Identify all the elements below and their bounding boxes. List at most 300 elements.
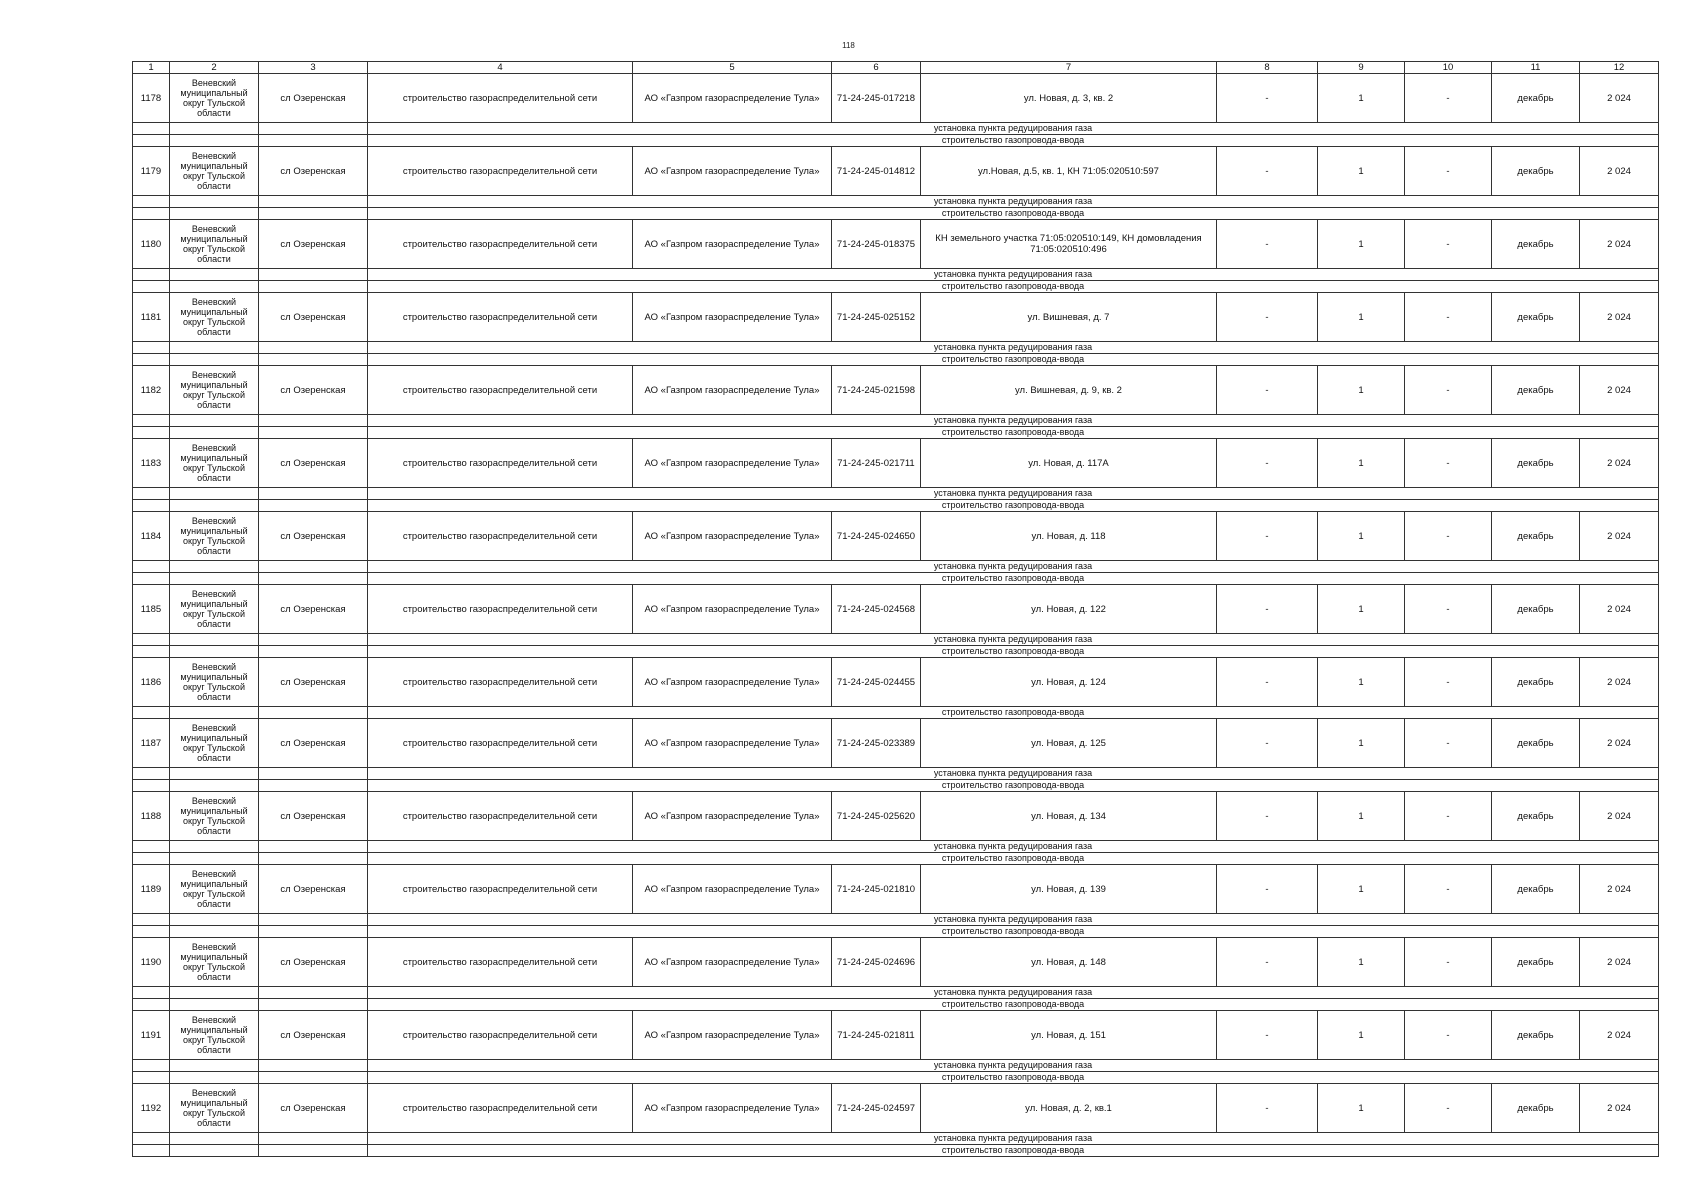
blank-cell (170, 269, 259, 281)
organization-cell: АО «Газпром газораспределение Тула» (633, 293, 832, 342)
sub-work-row (133, 1145, 1659, 1157)
year-cell: 2 024 (1580, 938, 1659, 987)
quantity-cell: 1 (1318, 366, 1405, 415)
sub-work-label: строительство газопровода-ввода (368, 135, 1659, 147)
settlement-cell: сл Озеренская (259, 366, 368, 415)
sub-work-label: установка пункта редуцирования газа (368, 415, 1659, 427)
blank-cell (133, 926, 170, 938)
record-number: 1186 (133, 658, 170, 707)
record-number: 1187 (133, 719, 170, 768)
application-code-cell: 71-24-245-024568 (832, 585, 921, 634)
organization-cell: АО «Газпром газораспределение Тула» (633, 74, 832, 123)
sub-work-label: строительство газопровода-ввода (368, 500, 1659, 512)
district-cell: Веневский муниципальный округ Тульской области (170, 938, 259, 987)
column-10-cell: - (1405, 719, 1492, 768)
district-cell: Веневский муниципальный округ Тульской области (170, 293, 259, 342)
sub-work-label: установка пункта редуцирования газа (368, 841, 1659, 853)
address-cell: ул. Новая, д. 125 (921, 719, 1217, 768)
month-cell: декабрь (1492, 585, 1580, 634)
record-number: 1191 (133, 1011, 170, 1060)
sub-work-row (133, 914, 1659, 926)
quantity-cell: 1 (1318, 293, 1405, 342)
organization-cell: АО «Газпром газораспределение Тула» (633, 865, 832, 914)
blank-cell (259, 415, 368, 427)
blank-cell (133, 707, 170, 719)
column-8-cell: - (1217, 147, 1318, 196)
column-10-cell: - (1405, 512, 1492, 561)
blank-cell (133, 561, 170, 573)
table-row (133, 220, 1659, 269)
column-number: 1 (133, 62, 170, 74)
work-type-cell: строительство газораспределительной сети (368, 512, 633, 561)
year-cell: 2 024 (1580, 1011, 1659, 1060)
year-cell: 2 024 (1580, 865, 1659, 914)
blank-cell (170, 999, 259, 1011)
blank-cell (259, 768, 368, 780)
sub-work-row (133, 987, 1659, 999)
district-cell: Веневский муниципальный округ Тульской области (170, 512, 259, 561)
blank-cell (259, 1060, 368, 1072)
record-number: 1184 (133, 512, 170, 561)
organization-cell: АО «Газпром газораспределение Тула» (633, 658, 832, 707)
column-10-cell: - (1405, 792, 1492, 841)
district-cell: Веневский муниципальный округ Тульской области (170, 439, 259, 488)
month-cell: декабрь (1492, 719, 1580, 768)
sub-work-row (133, 573, 1659, 585)
month-cell: декабрь (1492, 293, 1580, 342)
column-10-cell: - (1405, 938, 1492, 987)
blank-cell (170, 354, 259, 366)
table-row (133, 512, 1659, 561)
blank-cell (170, 914, 259, 926)
blank-cell (133, 196, 170, 208)
column-10-cell: - (1405, 293, 1492, 342)
address-cell: ул. Вишневая, д. 9, кв. 2 (921, 366, 1217, 415)
blank-cell (170, 634, 259, 646)
column-8-cell: - (1217, 719, 1318, 768)
blank-cell (170, 573, 259, 585)
address-cell: ул. Новая, д. 151 (921, 1011, 1217, 1060)
month-cell: декабрь (1492, 938, 1580, 987)
organization-cell: АО «Газпром газораспределение Тула» (633, 1084, 832, 1133)
sub-work-label: установка пункта редуцирования газа (368, 1133, 1659, 1145)
sub-work-row (133, 269, 1659, 281)
quantity-cell: 1 (1318, 865, 1405, 914)
blank-cell (133, 342, 170, 354)
blank-cell (259, 926, 368, 938)
month-cell: декабрь (1492, 1011, 1580, 1060)
record-number: 1190 (133, 938, 170, 987)
work-type-cell: строительство газораспределительной сети (368, 147, 633, 196)
blank-cell (170, 646, 259, 658)
district-cell: Веневский муниципальный округ Тульской области (170, 865, 259, 914)
blank-cell (133, 488, 170, 500)
sub-work-label: строительство газопровода-ввода (368, 281, 1659, 293)
record-number: 1182 (133, 366, 170, 415)
address-cell: ул. Новая, д. 118 (921, 512, 1217, 561)
blank-cell (133, 780, 170, 792)
application-code-cell: 71-24-245-018375 (832, 220, 921, 269)
work-type-cell: строительство газораспределительной сети (368, 293, 633, 342)
blank-cell (170, 987, 259, 999)
sub-work-label: установка пункта редуцирования газа (368, 561, 1659, 573)
address-cell: ул. Новая, д. 139 (921, 865, 1217, 914)
application-code-cell: 71-24-245-025620 (832, 792, 921, 841)
sub-work-label: строительство газопровода-ввода (368, 427, 1659, 439)
column-8-cell: - (1217, 658, 1318, 707)
column-10-cell: - (1405, 585, 1492, 634)
blank-cell (133, 853, 170, 865)
sub-work-row (133, 1060, 1659, 1072)
sub-work-row (133, 707, 1659, 719)
quantity-cell: 1 (1318, 658, 1405, 707)
settlement-cell: сл Озеренская (259, 439, 368, 488)
sub-work-row (133, 841, 1659, 853)
column-number: 3 (259, 62, 368, 74)
sub-work-row (133, 780, 1659, 792)
work-type-cell: строительство газораспределительной сети (368, 719, 633, 768)
district-cell: Веневский муниципальный округ Тульской области (170, 147, 259, 196)
settlement-cell: сл Озеренская (259, 792, 368, 841)
year-cell: 2 024 (1580, 220, 1659, 269)
blank-cell (133, 573, 170, 585)
year-cell: 2 024 (1580, 147, 1659, 196)
table-row (133, 74, 1659, 123)
work-type-cell: строительство газораспределительной сети (368, 220, 633, 269)
work-type-cell: строительство газораспределительной сети (368, 658, 633, 707)
column-number: 11 (1492, 62, 1580, 74)
column-8-cell: - (1217, 865, 1318, 914)
table-row (133, 439, 1659, 488)
column-8-cell: - (1217, 792, 1318, 841)
application-code-cell: 71-24-245-021711 (832, 439, 921, 488)
sub-work-label: строительство газопровода-ввода (368, 354, 1659, 366)
blank-cell (170, 1060, 259, 1072)
year-cell: 2 024 (1580, 719, 1659, 768)
settlement-cell: сл Озеренская (259, 719, 368, 768)
work-type-cell: строительство газораспределительной сети (368, 74, 633, 123)
year-cell: 2 024 (1580, 658, 1659, 707)
record-number: 1178 (133, 74, 170, 123)
blank-cell (259, 354, 368, 366)
blank-cell (259, 342, 368, 354)
sub-work-row (133, 634, 1659, 646)
column-number: 12 (1580, 62, 1659, 74)
column-number: 7 (921, 62, 1217, 74)
sub-work-label: установка пункта редуцирования газа (368, 196, 1659, 208)
year-cell: 2 024 (1580, 366, 1659, 415)
application-code-cell: 71-24-245-021810 (832, 865, 921, 914)
blank-cell (170, 1072, 259, 1084)
blank-cell (259, 646, 368, 658)
sub-work-label: строительство газопровода-ввода (368, 1145, 1659, 1157)
column-10-cell: - (1405, 1011, 1492, 1060)
blank-cell (259, 634, 368, 646)
blank-cell (259, 488, 368, 500)
blank-cell (133, 208, 170, 220)
application-code-cell: 71-24-245-021598 (832, 366, 921, 415)
blank-cell (170, 707, 259, 719)
blank-cell (170, 281, 259, 293)
table-body (133, 74, 1659, 1157)
sub-work-label: строительство газопровода-ввода (368, 707, 1659, 719)
blank-cell (133, 135, 170, 147)
organization-cell: АО «Газпром газораспределение Тула» (633, 719, 832, 768)
blank-cell (259, 914, 368, 926)
blank-cell (133, 646, 170, 658)
table-row (133, 658, 1659, 707)
address-cell: ул. Новая, д. 2, кв.1 (921, 1084, 1217, 1133)
work-type-cell: строительство газораспределительной сети (368, 865, 633, 914)
sub-work-label: строительство газопровода-ввода (368, 208, 1659, 220)
year-cell: 2 024 (1580, 585, 1659, 634)
district-cell: Веневский муниципальный округ Тульской области (170, 719, 259, 768)
sub-work-row (133, 342, 1659, 354)
blank-cell (170, 427, 259, 439)
sub-work-label: установка пункта редуцирования газа (368, 123, 1659, 135)
organization-cell: АО «Газпром газораспределение Тула» (633, 585, 832, 634)
organization-cell: АО «Газпром газораспределение Тула» (633, 147, 832, 196)
column-10-cell: - (1405, 220, 1492, 269)
quantity-cell: 1 (1318, 74, 1405, 123)
blank-cell (259, 196, 368, 208)
district-cell: Веневский муниципальный округ Тульской области (170, 366, 259, 415)
organization-cell: АО «Газпром газораспределение Тула» (633, 512, 832, 561)
address-cell: ул. Новая, д. 134 (921, 792, 1217, 841)
sub-work-label: строительство газопровода-ввода (368, 853, 1659, 865)
column-8-cell: - (1217, 938, 1318, 987)
sub-work-row (133, 500, 1659, 512)
table-row (133, 719, 1659, 768)
sub-work-row (133, 488, 1659, 500)
work-type-cell: строительство газораспределительной сети (368, 792, 633, 841)
sub-work-row (133, 135, 1659, 147)
blank-cell (170, 853, 259, 865)
address-cell: ул. Новая, д. 3, кв. 2 (921, 74, 1217, 123)
district-cell: Веневский муниципальный округ Тульской области (170, 74, 259, 123)
month-cell: декабрь (1492, 512, 1580, 561)
settlement-cell: сл Озеренская (259, 1011, 368, 1060)
blank-cell (133, 841, 170, 853)
year-cell: 2 024 (1580, 512, 1659, 561)
blank-cell (133, 914, 170, 926)
application-code-cell: 71-24-245-023389 (832, 719, 921, 768)
district-cell: Веневский муниципальный округ Тульской области (170, 220, 259, 269)
year-cell: 2 024 (1580, 74, 1659, 123)
sub-work-label: строительство газопровода-ввода (368, 1072, 1659, 1084)
month-cell: декабрь (1492, 439, 1580, 488)
blank-cell (170, 926, 259, 938)
address-cell: ул.Новая, д.5, кв. 1, КН 71:05:020510:597 (921, 147, 1217, 196)
application-code-cell: 71-24-245-024597 (832, 1084, 921, 1133)
blank-cell (259, 853, 368, 865)
sub-work-label: строительство газопровода-ввода (368, 573, 1659, 585)
sub-work-row (133, 281, 1659, 293)
settlement-cell: сл Озеренская (259, 1084, 368, 1133)
sub-work-label: установка пункта редуцирования газа (368, 914, 1659, 926)
year-cell: 2 024 (1580, 293, 1659, 342)
blank-cell (133, 1145, 170, 1157)
blank-cell (259, 208, 368, 220)
work-type-cell: строительство газораспределительной сети (368, 1011, 633, 1060)
sub-work-label: строительство газопровода-ввода (368, 780, 1659, 792)
address-cell: ул. Вишневая, д. 7 (921, 293, 1217, 342)
organization-cell: АО «Газпром газораспределение Тула» (633, 792, 832, 841)
sub-work-row (133, 196, 1659, 208)
column-number-row (133, 62, 1659, 74)
blank-cell (259, 1145, 368, 1157)
blank-cell (259, 135, 368, 147)
column-8-cell: - (1217, 439, 1318, 488)
blank-cell (259, 1072, 368, 1084)
table-row (133, 366, 1659, 415)
blank-cell (170, 342, 259, 354)
sub-work-row (133, 123, 1659, 135)
column-8-cell: - (1217, 585, 1318, 634)
blank-cell (170, 488, 259, 500)
application-code-cell: 71-24-245-021811 (832, 1011, 921, 1060)
blank-cell (259, 987, 368, 999)
column-number: 10 (1405, 62, 1492, 74)
month-cell: декабрь (1492, 366, 1580, 415)
blank-cell (259, 500, 368, 512)
page-number: 118 (842, 41, 855, 50)
column-8-cell: - (1217, 220, 1318, 269)
blank-cell (259, 123, 368, 135)
blank-cell (133, 999, 170, 1011)
month-cell: декабрь (1492, 792, 1580, 841)
blank-cell (133, 415, 170, 427)
quantity-cell: 1 (1318, 147, 1405, 196)
month-cell: декабрь (1492, 865, 1580, 914)
sub-work-row (133, 354, 1659, 366)
address-cell: КН земельного участка 71:05:020510:149, КН домовладения 71:05:020510:496 (921, 220, 1217, 269)
column-number: 5 (633, 62, 832, 74)
settlement-cell: сл Озеренская (259, 220, 368, 269)
district-cell: Веневский муниципальный округ Тульской области (170, 585, 259, 634)
record-number: 1181 (133, 293, 170, 342)
blank-cell (170, 208, 259, 220)
district-cell: Веневский муниципальный округ Тульской области (170, 1084, 259, 1133)
blank-cell (259, 281, 368, 293)
blank-cell (133, 123, 170, 135)
quantity-cell: 1 (1318, 220, 1405, 269)
table-row (133, 938, 1659, 987)
quantity-cell: 1 (1318, 719, 1405, 768)
table-row (133, 1011, 1659, 1060)
quantity-cell: 1 (1318, 792, 1405, 841)
address-cell: ул. Новая, д. 117А (921, 439, 1217, 488)
table-row (133, 792, 1659, 841)
address-cell: ул. Новая, д. 148 (921, 938, 1217, 987)
year-cell: 2 024 (1580, 1084, 1659, 1133)
column-number: 4 (368, 62, 633, 74)
blank-cell (170, 135, 259, 147)
application-code-cell: 71-24-245-024650 (832, 512, 921, 561)
quantity-cell: 1 (1318, 938, 1405, 987)
blank-cell (259, 707, 368, 719)
table-row (133, 865, 1659, 914)
blank-cell (133, 269, 170, 281)
blank-cell (170, 1133, 259, 1145)
sub-work-row (133, 415, 1659, 427)
year-cell: 2 024 (1580, 439, 1659, 488)
blank-cell (133, 427, 170, 439)
month-cell: декабрь (1492, 658, 1580, 707)
column-10-cell: - (1405, 147, 1492, 196)
blank-cell (259, 1133, 368, 1145)
sub-work-row (133, 768, 1659, 780)
blank-cell (133, 500, 170, 512)
month-cell: декабрь (1492, 74, 1580, 123)
column-8-cell: - (1217, 74, 1318, 123)
work-type-cell: строительство газораспределительной сети (368, 1084, 633, 1133)
month-cell: декабрь (1492, 220, 1580, 269)
sub-work-row (133, 999, 1659, 1011)
blank-cell (259, 427, 368, 439)
record-number: 1185 (133, 585, 170, 634)
column-number: 9 (1318, 62, 1405, 74)
district-cell: Веневский муниципальный округ Тульской области (170, 1011, 259, 1060)
settlement-cell: сл Озеренская (259, 512, 368, 561)
sub-work-label: установка пункта редуцирования газа (368, 634, 1659, 646)
work-type-cell: строительство газораспределительной сети (368, 585, 633, 634)
address-cell: ул. Новая, д. 124 (921, 658, 1217, 707)
sub-work-row (133, 1133, 1659, 1145)
application-code-cell: 71-24-245-014812 (832, 147, 921, 196)
blank-cell (259, 561, 368, 573)
blank-cell (133, 634, 170, 646)
blank-cell (259, 999, 368, 1011)
settlement-cell: сл Озеренская (259, 293, 368, 342)
application-code-cell: 71-24-245-024455 (832, 658, 921, 707)
quantity-cell: 1 (1318, 1084, 1405, 1133)
sub-work-label: установка пункта редуцирования газа (368, 488, 1659, 500)
column-10-cell: - (1405, 74, 1492, 123)
sub-work-label: установка пункта редуцирования газа (368, 987, 1659, 999)
record-number: 1189 (133, 865, 170, 914)
record-number: 1188 (133, 792, 170, 841)
blank-cell (133, 987, 170, 999)
settlement-cell: сл Озеренская (259, 658, 368, 707)
column-number: 2 (170, 62, 259, 74)
sub-work-row (133, 561, 1659, 573)
sub-work-label: установка пункта редуцирования газа (368, 1060, 1659, 1072)
settlement-cell: сл Озеренская (259, 938, 368, 987)
column-10-cell: - (1405, 366, 1492, 415)
settlement-cell: сл Озеренская (259, 865, 368, 914)
quantity-cell: 1 (1318, 439, 1405, 488)
settlement-cell: сл Озеренская (259, 147, 368, 196)
sub-work-row (133, 208, 1659, 220)
blank-cell (259, 573, 368, 585)
column-10-cell: - (1405, 1084, 1492, 1133)
organization-cell: АО «Газпром газораспределение Тула» (633, 439, 832, 488)
sub-work-label: строительство газопровода-ввода (368, 646, 1659, 658)
organization-cell: АО «Газпром газораспределение Тула» (633, 1011, 832, 1060)
organization-cell: АО «Газпром газораспределение Тула» (633, 366, 832, 415)
sub-work-row (133, 1072, 1659, 1084)
column-10-cell: - (1405, 658, 1492, 707)
district-cell: Веневский муниципальный округ Тульской области (170, 658, 259, 707)
organization-cell: АО «Газпром газораспределение Тула» (633, 938, 832, 987)
table-row (133, 1084, 1659, 1133)
sub-work-label: установка пункта редуцирования газа (368, 269, 1659, 281)
organization-cell: АО «Газпром газораспределение Тула» (633, 220, 832, 269)
work-type-cell: строительство газораспределительной сети (368, 938, 633, 987)
column-10-cell: - (1405, 439, 1492, 488)
work-type-cell: строительство газораспределительной сети (368, 366, 633, 415)
